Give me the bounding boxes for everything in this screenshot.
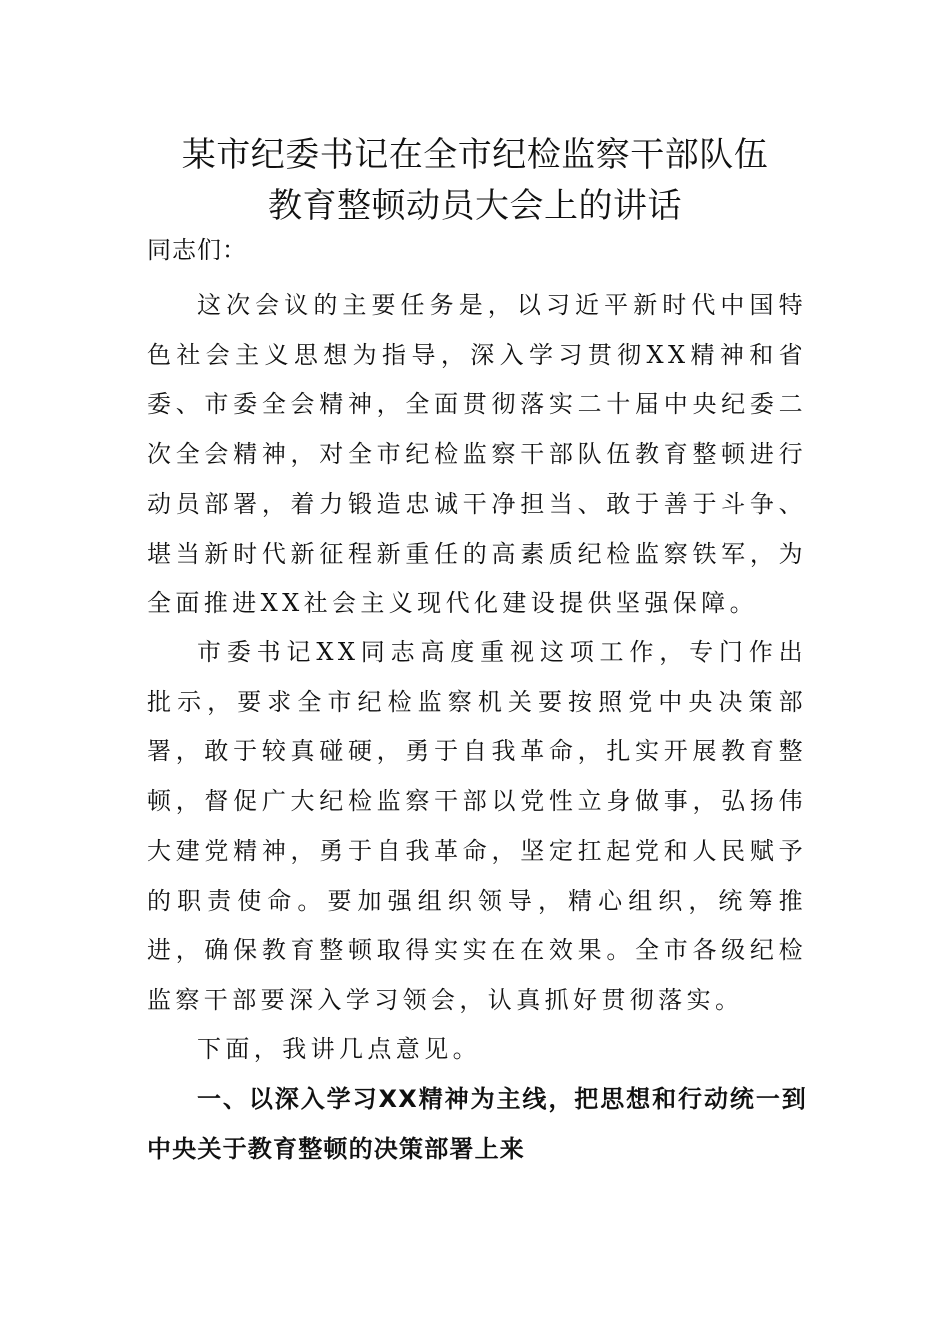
salutation: 同志们： [147,236,247,264]
document-title-line-1: 某市纪委书记在全市纪检监察干部队伍 [181,135,769,175]
paragraph-2: 市委书记XX同志高度重视这项工作，专门作出批示，要求全市纪检监察机关要按照党中央决策部署，敢于较真碰硬，勇于自我革命，扎实开展教育整顿，督促广大纪检监察干部以党性立身做事，弘扬伟大建党精神，勇于自我革命，坚定扛起党和人民赋予的职责使命。要加强组织领导，精心组织，统筹推进，确保教育整顿取得实实在在效果。全市各级纪检监察干部要深入学习领会，认真抓好贯彻落实。 [147,638,807,1014]
paragraph-1: 这次会议的主要任务是，以习近平新时代中国特色社会主义思想为指导，深入学习贯彻XX精神和省委、市委全会精神，全面贯彻落实二十届中央纪委二次全会精神，对全市纪检监察干部队伍教育整顿进行动员部署，着力锻造忠诚干净担当、敢于善于斗争、堪当新时代新征程新重任的高素质纪检监察铁军，为全面推进XX社会主义现代化建设提供坚强保障。 [147,291,807,618]
document-title-line-2: 教育整顿动员大会上的讲话 [268,186,682,226]
paragraph-3: 下面，我讲几点意见。 [197,1035,481,1063]
section-heading-1: 一、以深入学习XX精神为主线，把思想和行动统一到中央关于教育整顿的决策部署上来 [147,1085,807,1163]
